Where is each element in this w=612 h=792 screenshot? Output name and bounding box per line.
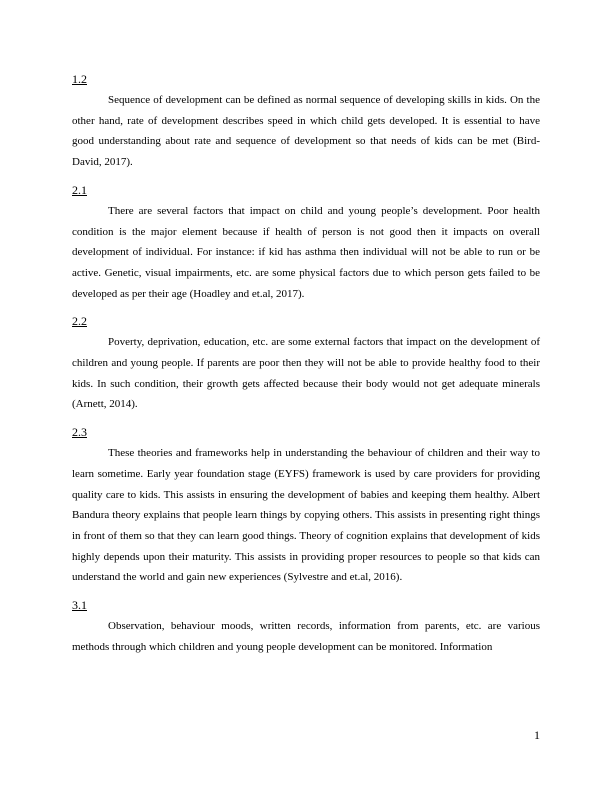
section-heading: 2.2: [72, 314, 87, 329]
section-heading: 3.1: [72, 598, 87, 613]
section-paragraph: Observation, behaviour moods, written records, information from parents, etc. are various methods through which children and young people development can be monitored. Information: [72, 620, 540, 653]
section-paragraph: These theories and frameworks help in understanding the behaviour of children and their way to learn sometime. Early year foundation stage (EYFS) framework is used by care providers for providing quality care to kids. This assists in ensuring the development of babies and keeping them healthy. Albert Bandura theory explains that people learn things by copying others. This assists in presenting right things in front of them so that they can learn good things. Theory of cognition explains that development of kids highly depends upon their maturity. This assists in providing proper resources to people so that kids can understand the world and gain new experiences (Sylvestre and et.al, 2016).: [72, 447, 540, 584]
section-1-2: [72, 70, 540, 173]
section-heading: 2.1: [72, 182, 87, 197]
document-body: [72, 70, 540, 665]
section-3-1: [72, 596, 540, 657]
section-paragraph: Poverty, deprivation, education, etc. are some external factors that impact on the development of children and young people. If parents are poor then they will not be able to provide healthy food to their kids. In such condition, their growth gets affected because their body would not get adequate minerals (Arnett, 2014).: [72, 336, 540, 411]
section-2-2: [72, 312, 540, 415]
section-paragraph: Sequence of development can be defined as normal sequence of developing skills in kids. On the other hand, rate of development describes speed in which child gets developed. It is essential to have good understanding about rate and sequence of development so that needs of kids can be met (Bird-David, 2017).: [72, 94, 540, 169]
section-2-3: [72, 423, 540, 588]
section-2-1: [72, 181, 540, 305]
page-number: 1: [534, 728, 540, 742]
section-heading: 1.2: [72, 72, 87, 86]
section-paragraph: There are several factors that impact on child and young people’s development. Poor health condition is the major element because if health of person is not good then it impacts on overall development of individual. For instance: if kid has asthma then individual will not be able to run or be active. Genetic, visual impairments, etc. are some physical factors due to which person gets failed to be developed as per their age (Hoadley and et.al, 2017).: [72, 204, 540, 300]
section-heading: 2.3: [72, 425, 87, 440]
